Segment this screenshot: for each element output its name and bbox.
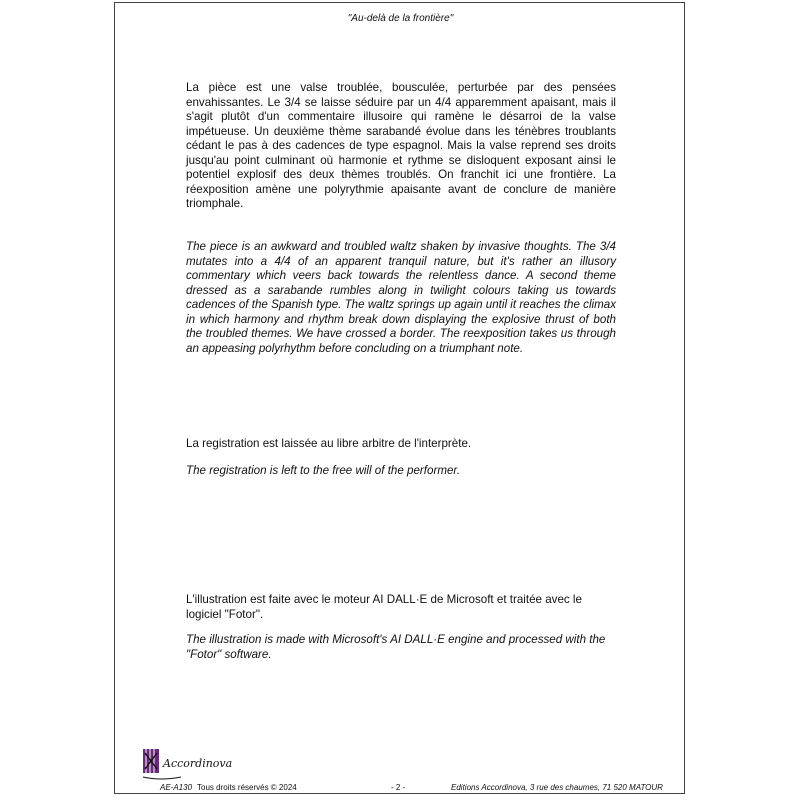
logo-wordmark: Accordinova: [163, 757, 233, 770]
paragraph-english-description: The piece is an awkward and troubled waltz shaken by invasive thoughts. The 3/4 mutates into a 4/4 of an apparent tranquil nature, but it's rather an illusory commentary which veers back towards the relentless dance. A second theme dressed as a sarabande rumbles along in twilight colours taking us towards cadences of the Spanish type. The waltz springs up again until it reaches the climax in which harmony and rhythm break down displaying the explosive thrust of both the troubled themes. We have crossed a border. The reexposition takes us through an appeasing polyrhythm before concluding on a triumphant note.: [186, 240, 616, 355]
page-header-title: "Au-delà de la frontière": [347, 13, 454, 24]
paragraph-french-description: La pièce est une valse troublée, bousculée, perturbée par des pensées envahissantes. Le 3/4 se laisse séduire par un 4/4 apparemment apaisant, mais il s'agit plutôt d'un commentaire illusoire qui ramène le désarroi de la valse impétueuse. Un deuxième thème sarabandé évolue dans les ténèbres troublants cédant le pas à des cadences de type espagnol. Mais la valse reprend ses droits jusqu'au point culminant où harmonie et rythme se disloquent exposant ainsi le potentiel explosif des deux thèmes troublés. On franchit ici une frontière. La réexposition amène une polyrythmie apaisante avant de conclure de manière triomphale.: [186, 81, 616, 210]
paragraph-english-registration: The registration is left to the free will of the performer.: [186, 464, 461, 477]
paragraph-french-registration: La registration est laissée au libre arbitre de l'interprète.: [186, 437, 472, 450]
footer-publisher-address: Editions Accordinova, 3 rue des chaumes, 71 520 MATOUR: [451, 783, 663, 792]
paragraph-french-illustration: L'illustration est faite avec le moteur AI DALL·E de Microsoft et traitée avec le logiciel "Fotor".: [186, 593, 582, 621]
paragraph-english-illustration: The illustration is made with Microsoft's AI DALL·E engine and processed with the "Fotor" software.: [186, 633, 606, 661]
document-page: [114, 2, 685, 794]
footer-rights: Tous droits réservés © 2024: [197, 783, 297, 792]
footer-page-number: - 2 -: [391, 783, 406, 792]
footer-catalog-number: AE-A130: [160, 783, 193, 792]
